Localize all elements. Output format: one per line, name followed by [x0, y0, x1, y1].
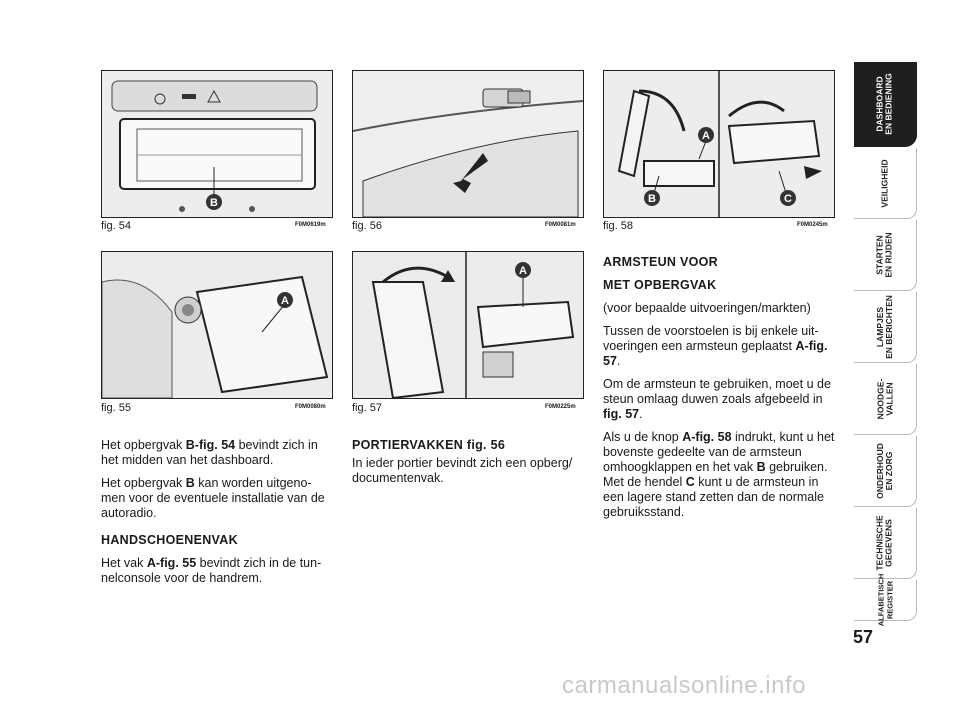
figure-57-image — [352, 251, 584, 399]
paragraph-3: Het vak A-fig. 55 bevindt zich in de tun-nelconsole voor de handrem. — [101, 556, 322, 585]
heading-armsteun-line2: MET OPBERGVAK — [603, 278, 717, 292]
tab-onderhoud-en-zorg[interactable]: ONDERHOUD EN ZORG — [854, 436, 917, 507]
column-3-text — [603, 255, 835, 528]
paragraph-armsteun-3: Als u de knop A-fig. 58 indrukt, kunt u het bovenste gedeelte van de armsteun omhoogklappen en het vak B gebruiken. Met de hendel C kunt u de armsteun in een lagere stand zetten dan de normale gebruiksstand. — [603, 430, 835, 519]
paragraph-1: Het opbergvak B-fig. 54 bevindt zich in het midden van het dashboard. — [101, 438, 318, 467]
paragraph-portiervakken: In ieder portier bevindt zich een opberg/ documentenvak. — [352, 456, 573, 485]
marker-a-58-label: A — [702, 130, 710, 142]
figure-56-code: F0M0081m — [545, 222, 576, 228]
tab-technische-gegevens[interactable]: TECHNISCHE GEGEVENS — [854, 508, 917, 579]
tab-starten-en-rijden[interactable]: STARTEN EN RIJDEN — [854, 220, 917, 291]
tab-veiligheid[interactable]: VEILIGHEID — [854, 148, 917, 219]
figure-58-caption: fig. 58 — [603, 220, 633, 232]
tab-noodgevallen[interactable]: NOODGE- VALLEN — [854, 364, 917, 435]
marker-c-58-label: C — [784, 193, 792, 205]
subtitle-armsteun: (voor bepaalde uitvoeringen/markten) — [603, 301, 811, 315]
marker-b-54-label: B — [210, 197, 218, 209]
figure-57-caption: fig. 57 — [352, 402, 382, 414]
figure-54-code: F0M0619m — [295, 222, 326, 228]
marker-b-58-label: B — [648, 193, 656, 205]
heading-portiervakken: PORTIERVAKKEN fig. 56 — [352, 438, 506, 452]
tab-dashboard-en-bediening[interactable]: DASHBOARD EN BEDIENING — [854, 62, 917, 147]
column-2-text — [352, 438, 584, 494]
figure-58-code: F0M0245m — [797, 222, 828, 228]
figure-56-image — [352, 70, 584, 218]
heading-handschoenenvak: HANDSCHOENENVAK — [101, 533, 238, 547]
figure-55-caption: fig. 55 — [101, 402, 131, 414]
figure-55-image — [101, 251, 333, 399]
column-1-text — [101, 438, 333, 594]
tab-lampjes-en-berichten[interactable]: LAMPJES EN BERICHTEN — [854, 292, 917, 363]
marker-a-55-label: A — [281, 295, 289, 307]
marker-a-57-label: A — [519, 265, 527, 277]
figure-58-image — [603, 70, 835, 218]
figure-57-code: F0M0225m — [545, 404, 576, 410]
tab-alfabetisch-register[interactable]: ALFABETISCH REGISTER — [854, 580, 917, 621]
paragraph-armsteun-1: Tussen de voorstoelen is bij enkele uit-voeringen een armsteun geplaatst A-fig. 57. — [603, 324, 828, 368]
paragraph-armsteun-2: Om de armsteun te gebruiken, moet u de steun omlaag duwen zoals afgebeeld in fig. 57. — [603, 377, 831, 421]
page-number: 57 — [853, 627, 874, 647]
watermark: carmanualsonline.info — [562, 672, 806, 699]
figure-56-caption: fig. 56 — [352, 220, 382, 232]
heading-armsteun-line1: ARMSTEUN VOOR — [603, 255, 719, 269]
figure-54-caption: fig. 54 — [101, 220, 131, 232]
figure-55-code: F0M0080m — [295, 404, 326, 410]
figure-54-image — [101, 70, 333, 218]
paragraph-2: Het opbergvak B kan worden uitgeno-men voor de eventuele installatie van de autoradio. — [101, 476, 325, 520]
